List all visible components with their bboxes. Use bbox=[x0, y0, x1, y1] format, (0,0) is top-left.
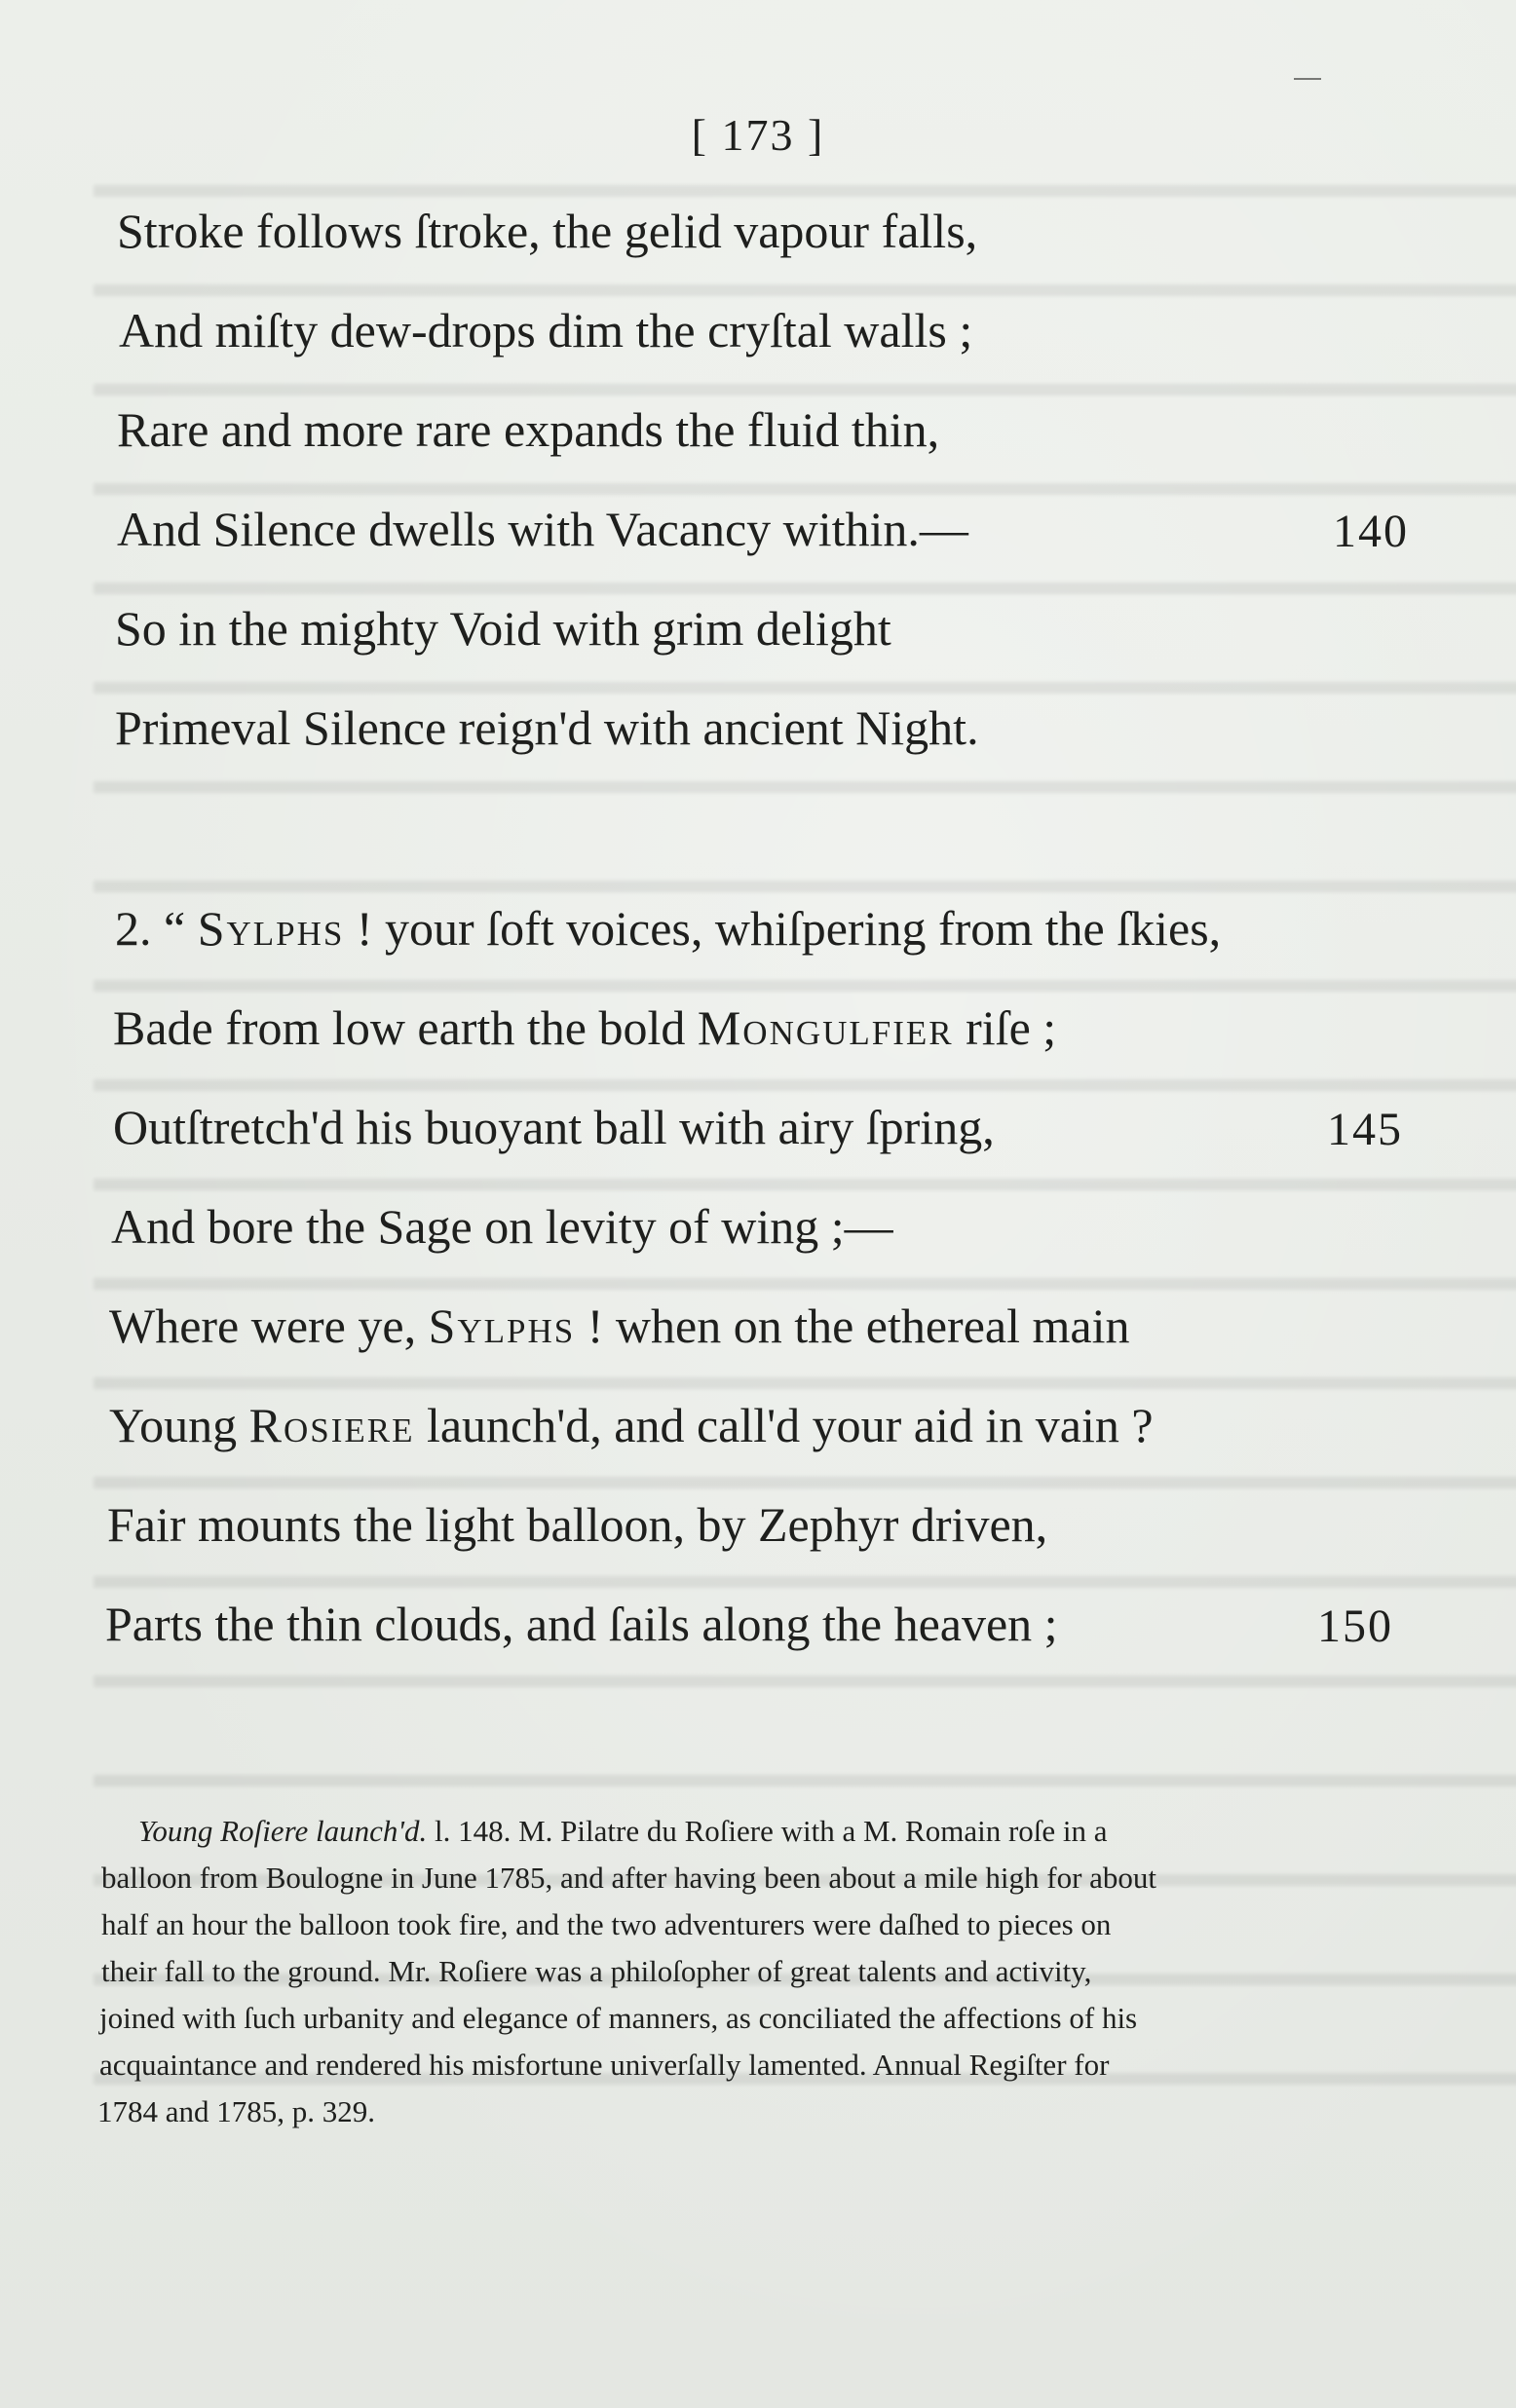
verse-text: Young bbox=[109, 1398, 249, 1452]
verse-text: riſe ; bbox=[953, 1000, 1057, 1055]
small-caps-word: Sylphs bbox=[197, 901, 345, 956]
verse-line: Parts the thin clouds, and ſails along the heaven ; bbox=[105, 1597, 1058, 1651]
verse-text: launch'd, and call'd your aid in vain ? bbox=[414, 1398, 1154, 1452]
verse-line: Outſtretch'd his buoyant ball with airy ſpring, bbox=[113, 1100, 995, 1154]
verse-line: And miſty dew-drops dim the cryſtal walls ; bbox=[119, 303, 973, 357]
small-caps-word: Mongulfier bbox=[697, 1000, 954, 1055]
verse-line: And bore the Sage on levity of wing ;— bbox=[111, 1199, 893, 1254]
small-caps-word: Sylphs bbox=[428, 1298, 576, 1353]
line-number: 150 bbox=[1317, 1600, 1393, 1652]
footnote-text: l. 148. M. Pilatre du Roſiere with a M. Romain roſe in a bbox=[427, 1814, 1108, 1848]
footnote-line: their fall to the ground. Mr. Roſiere was a philoſopher of great talents and activity, bbox=[101, 1954, 1092, 1988]
verse-text: ! when on the ethereal main bbox=[575, 1298, 1130, 1353]
verse-line bbox=[109, 1298, 1129, 1354]
stanza-number: 2. “ bbox=[115, 901, 198, 956]
verse-line: So in the mighty Void with grim delight bbox=[115, 601, 891, 656]
verse-line: Rare and more rare expands the fluid thin, bbox=[117, 402, 940, 457]
footnote-line: acquaintance and rendered his misfortune univerſally lamented. Annual Regiſter for bbox=[99, 2048, 1110, 2082]
line-number: 140 bbox=[1333, 506, 1409, 557]
verse-line: Primeval Silence reign'd with ancient Night. bbox=[115, 700, 979, 755]
small-caps-word: Rosiere bbox=[248, 1398, 415, 1452]
verse-line bbox=[113, 999, 1056, 1056]
line-number: 145 bbox=[1327, 1104, 1403, 1155]
verse-text: Where were ye, bbox=[109, 1298, 429, 1353]
verse-text: ! your ſoft voices, whiſpering from the ſkies, bbox=[344, 901, 1222, 956]
page-number: [ 173 ] bbox=[691, 110, 825, 160]
corner-mark bbox=[1294, 78, 1321, 80]
footnote-line: joined with ſuch urbanity and elegance of manners, as conciliated the affections of his bbox=[99, 2001, 1138, 2035]
footnote-line: half an hour the balloon took fire, and the two adventurers were daſhed to pieces on bbox=[101, 1907, 1112, 1941]
footnote-line: balloon from Boulogne in June 1785, and after having been about a mile high for about bbox=[101, 1861, 1157, 1895]
verse-line: Stroke follows ſtroke, the gelid vapour falls, bbox=[117, 204, 978, 258]
footnote-line: 1784 and 1785, p. 329. bbox=[97, 2094, 376, 2128]
verse-line: And Silence dwells with Vacancy within.— bbox=[117, 502, 968, 556]
footnote-line bbox=[138, 1814, 1444, 1849]
verse-text: Bade from low earth the bold bbox=[113, 1000, 698, 1055]
verse-line bbox=[109, 1397, 1154, 1453]
verse-line bbox=[115, 900, 1221, 957]
footnote-reference: Young Roſiere launch'd. bbox=[138, 1814, 428, 1848]
verse-line: Fair mounts the light balloon, by Zephyr driven, bbox=[107, 1497, 1048, 1552]
